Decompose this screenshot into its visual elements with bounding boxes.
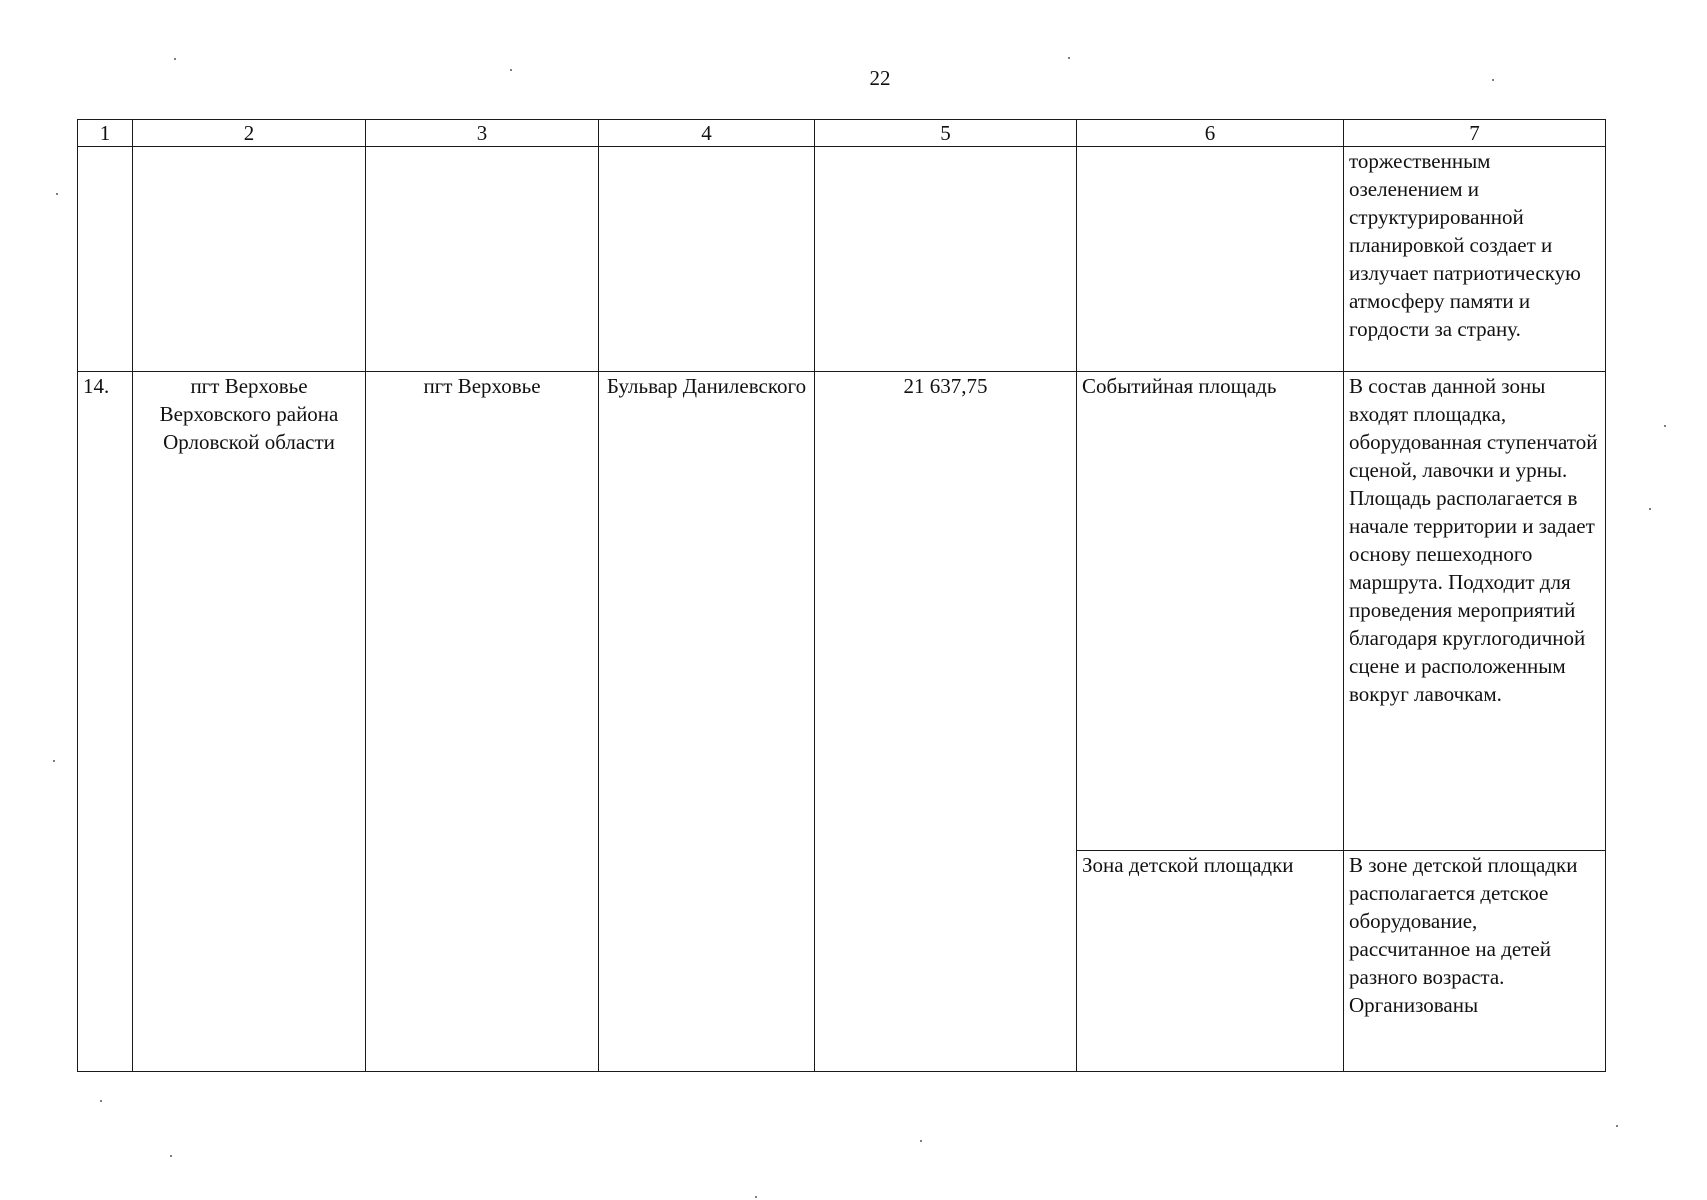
scan-speck [174, 58, 176, 60]
scan-speck [1616, 1125, 1618, 1127]
zone-description: В состав данной зоны входят площадка, оборудованная ступенчатой сценой, лавочки и урны. Площадь располагается в начале территории и задает основу пешеходного маршрута. Подходит для проведения мероприятий благодаря круглогодичной сцене и расположенным вокруг лавочкам. [1344, 372, 1606, 851]
col-header-4: 4 [599, 120, 815, 147]
scan-speck [920, 1140, 922, 1142]
empty-cell [366, 147, 599, 372]
empty-cell [599, 147, 815, 372]
scan-speck [1664, 425, 1666, 427]
empty-cell [815, 147, 1077, 372]
object-cell: Бульвар Данилевского [599, 372, 815, 1072]
header-row [78, 120, 1606, 147]
zone-name: Событийная площадь [1077, 372, 1344, 851]
scan-speck [100, 1100, 102, 1102]
scan-speck [56, 193, 58, 195]
table-row [78, 372, 1606, 851]
col-header-3: 3 [366, 120, 599, 147]
scan-speck [510, 69, 512, 71]
zone-name: Зона детской площадки [1077, 851, 1344, 1072]
continuation-description: торжественным озеленением и структурированной планировкой создает и излучает патриотическую атмосферу памяти и гордости за страну. [1344, 147, 1606, 372]
col-header-7: 7 [1344, 120, 1606, 147]
scan-speck [1649, 508, 1651, 510]
col-header-6: 6 [1077, 120, 1344, 147]
zone-description: В зоне детской площадки располагается детское оборудование, рассчитанное на детей разного возраста. Организованы [1344, 851, 1606, 1072]
settlement-cell: пгт Верховье [366, 372, 599, 1072]
scan-speck [1492, 79, 1494, 81]
data-table [77, 119, 1606, 1072]
page-number: 22 [869, 66, 891, 90]
scan-speck [755, 1196, 757, 1198]
empty-cell [133, 147, 366, 372]
col-header-1: 1 [78, 120, 133, 147]
scan-speck [1068, 57, 1070, 59]
col-header-5: 5 [815, 120, 1077, 147]
empty-cell [1077, 147, 1344, 372]
scan-speck [53, 760, 55, 762]
row-number: 14. [78, 372, 133, 1072]
municipality-cell: пгт Верховье Верховского района Орловской области [133, 372, 366, 1072]
col-header-2: 2 [133, 120, 366, 147]
scan-speck [170, 1155, 172, 1157]
continuation-row [78, 147, 1606, 372]
empty-cell [78, 147, 133, 372]
area-cell: 21 637,75 [815, 372, 1077, 1072]
